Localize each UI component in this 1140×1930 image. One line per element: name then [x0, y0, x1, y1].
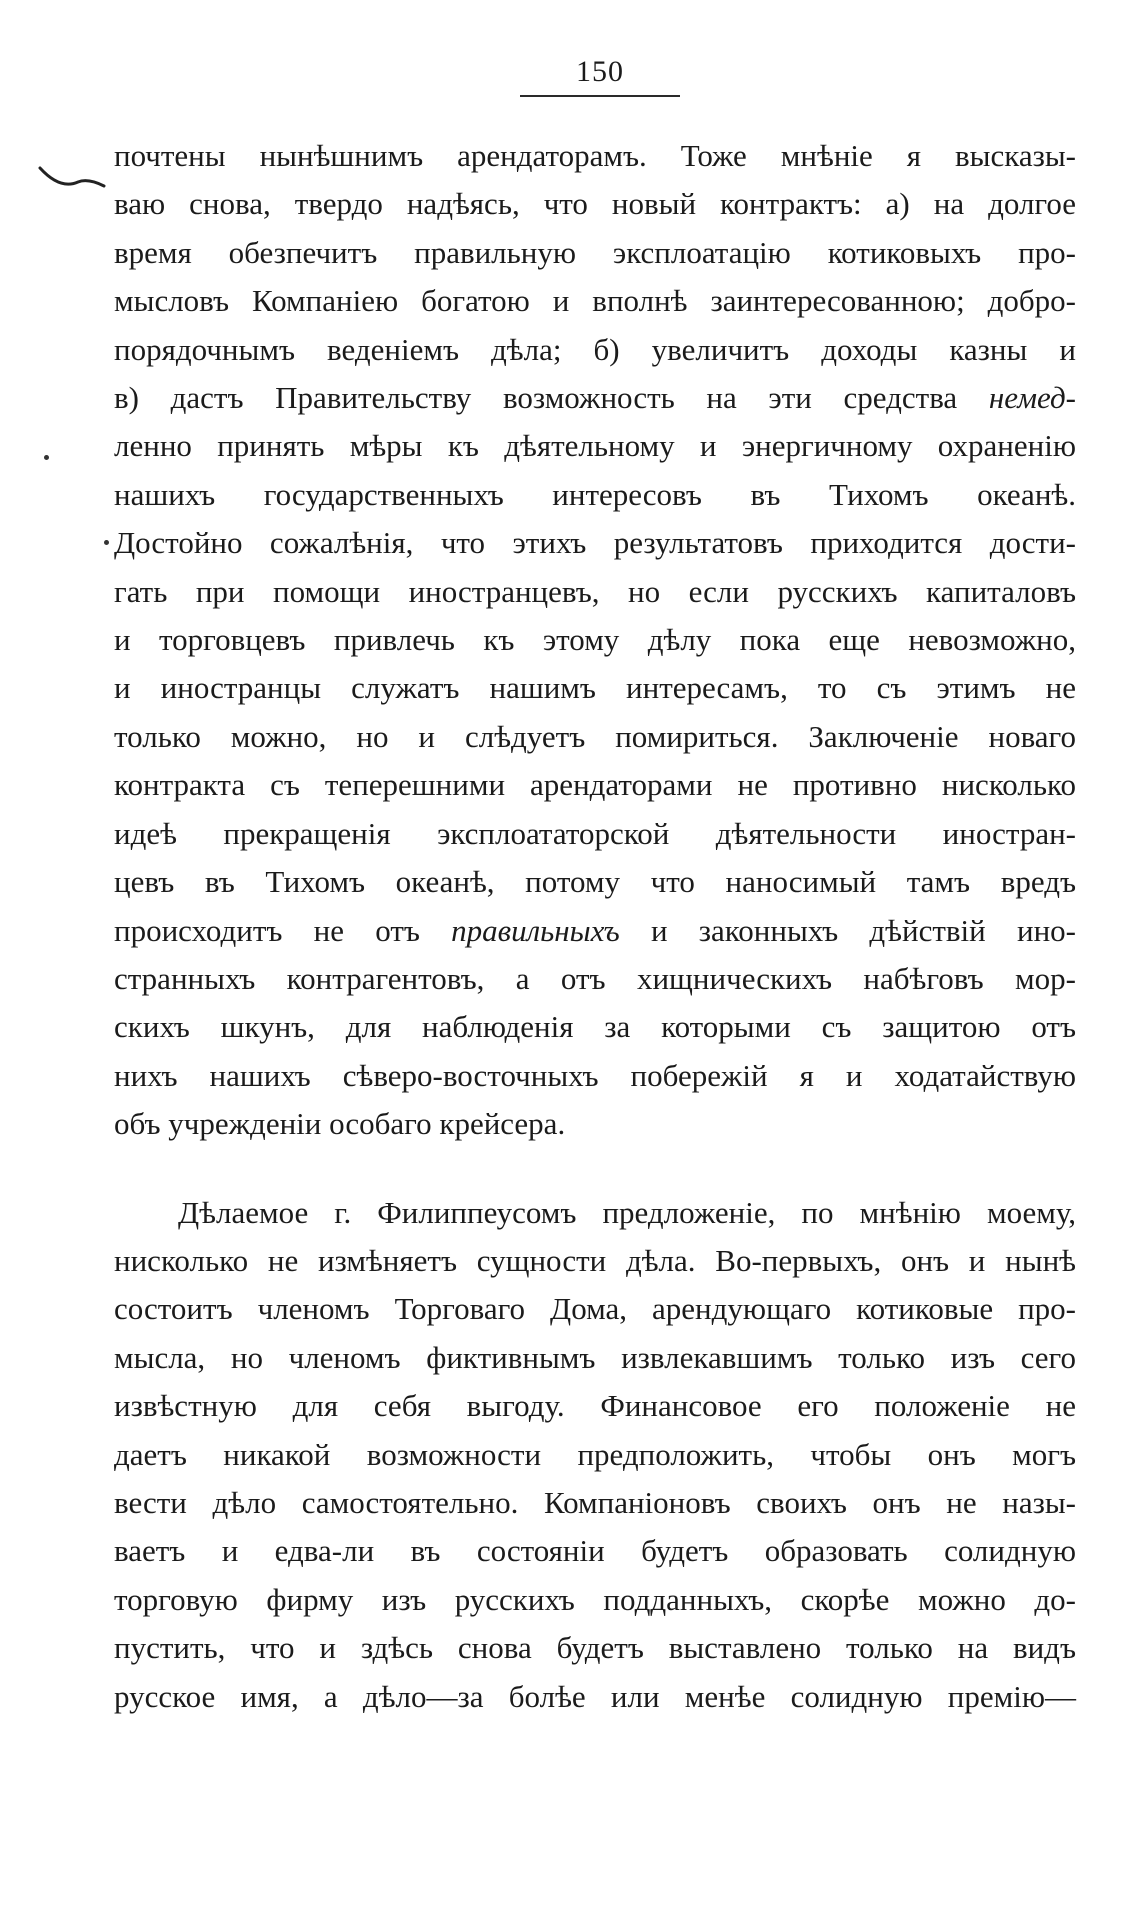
- margin-pencil-mark: [38, 160, 108, 200]
- text-line: пустить, что и здѣсь снова будетъ выставлено только на видъ: [114, 1630, 1076, 1666]
- text-line: объ учрежденіи особаго крейсера.: [114, 1106, 566, 1142]
- text-line: мысла, но членомъ фиктивнымъ извлекавшимъ только изъ сего: [114, 1339, 1076, 1375]
- text-line: нисколько не измѣняетъ сущности дѣла. Во-первыхъ, онъ и нынѣ: [114, 1242, 1076, 1278]
- text-line: Дѣлаемое г. Филиппеусомъ предложеніе, по мнѣнію моему,: [178, 1194, 1076, 1230]
- text-line: вести дѣло самостоятельно. Компаніоновъ своихъ онъ не назы-: [114, 1484, 1076, 1520]
- text-line-with-italic: [114, 374, 1076, 422]
- text-line: время обезпечитъ правильную эксплоатацію котиковыхъ про-: [114, 234, 1076, 270]
- text-line: идеѣ прекращенія эксплоататорской дѣятельности иностран-: [114, 815, 1076, 851]
- text-line: гать при помощи иностранцевъ, но если русскихъ капиталовъ: [114, 573, 1076, 609]
- text-line: нашихъ государственныхъ интересовъ въ Тихомъ океанѣ.: [114, 476, 1076, 512]
- text-line: ваетъ и едва-ли въ состояніи будетъ образовать солидную: [114, 1533, 1076, 1569]
- text-line: почтены нынѣшнимъ арендаторамъ. Тоже мнѣніе я высказы-: [114, 138, 1076, 173]
- text-line: Достойно сожалѣнія, что этихъ результатовъ приходится дости-: [114, 525, 1076, 561]
- page-number: 150: [576, 55, 624, 88]
- text-line: мысловъ Компаніею богатою и вполнѣ заинтересованною; добро-: [114, 283, 1076, 319]
- text-segment: и законныхъ дѣйствій ино-: [650, 912, 1076, 948]
- margin-dot: [44, 455, 49, 460]
- text-line: порядочнымъ веденіемъ дѣла; б) увеличитъ доходы казны и: [114, 331, 1076, 367]
- paragraph-gap: [114, 1149, 1076, 1189]
- text-line: и торговцевъ привлечь къ этому дѣлу пока еще невозможно,: [114, 622, 1076, 658]
- text-segment: в) дастъ Правительству возможность на эти средства: [114, 380, 958, 416]
- text-line-with-italic: [114, 907, 1076, 955]
- page-number-rule: [520, 95, 680, 97]
- text-line: даетъ никакой возможности предположить, чтобы онъ могъ: [114, 1436, 1076, 1472]
- text-line: нихъ нашихъ сѣверо-восточныхъ побережій я и ходатайствую: [114, 1057, 1076, 1093]
- text-line: ваю снова, твердо надѣясь, что новый контрактъ: а) на долгое: [114, 186, 1076, 222]
- text-line: ленно принять мѣры къ дѣятельному и энергичному охраненію: [114, 428, 1076, 464]
- paragraph-2: [114, 1189, 1076, 1721]
- text-line: торговую фирму изъ русскихъ подданныхъ, скорѣе можно до-: [114, 1581, 1076, 1617]
- italic-word: немед-: [988, 380, 1076, 416]
- text-segment: происходитъ не отъ: [114, 912, 420, 948]
- text-line: состоитъ членомъ Торговаго Дома, арендующаго котиковые про-: [114, 1291, 1076, 1327]
- text-line: только можно, но и слѣдуетъ помириться. Заключеніе новаго: [114, 718, 1076, 754]
- text-line: скихъ шкунъ, для наблюденія за которыми съ защитою отъ: [114, 1009, 1076, 1045]
- text-line: извѣстную для себя выгоду. Финансовое его положеніе не: [114, 1388, 1076, 1424]
- paragraph-1: [114, 132, 1076, 1149]
- text-line: цевъ въ Тихомъ океанѣ, потому что наносимый тамъ вредъ: [114, 864, 1076, 900]
- body-text: [114, 132, 1076, 1721]
- text-line: странныхъ контрагентовъ, а отъ хищническихъ набѣговъ мор-: [114, 960, 1076, 996]
- text-line: контракта съ теперешними арендаторами не противно нисколько: [114, 767, 1076, 803]
- text-line: и иностранцы служатъ нашимъ интересамъ, то съ этимъ не: [114, 670, 1076, 706]
- margin-dot: [104, 540, 109, 545]
- text-line: русское имя, а дѣло—за болѣе или менѣе солидную премію—: [114, 1678, 1076, 1714]
- italic-word: правильныхъ: [451, 912, 620, 948]
